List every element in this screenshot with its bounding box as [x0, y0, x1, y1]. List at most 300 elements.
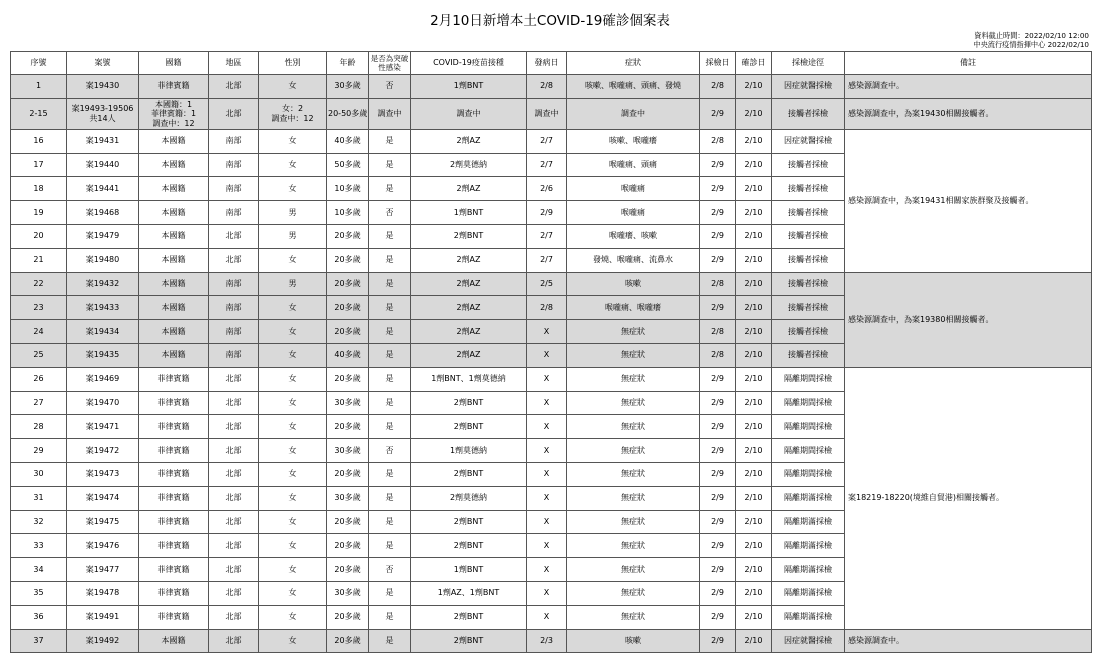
cell-age: 40多歲: [327, 343, 369, 367]
cell-region: 北部: [209, 415, 259, 439]
cell-vac: 2劑AZ: [411, 177, 527, 201]
cell-case: 案19478: [67, 581, 139, 605]
header-cell: 案號: [67, 52, 139, 75]
cell-sex: 女: [259, 439, 327, 463]
cell-nat: 菲律賓籍: [139, 581, 209, 605]
cell-test: 2/9: [700, 581, 736, 605]
cell-sex: [259, 98, 327, 129]
cell-sym: 無症狀: [567, 581, 700, 605]
cell-onset: X: [527, 367, 567, 391]
cell-test: 2/9: [700, 296, 736, 320]
cell-onset: 2/9: [527, 201, 567, 225]
cell-age: 20多歲: [327, 558, 369, 582]
cell-sym: 咳嗽: [567, 629, 700, 653]
cell-vac: 1劑BNT: [411, 75, 527, 99]
cell-sex: 女: [259, 343, 327, 367]
cell-conf: 2/10: [736, 320, 772, 344]
cell-onset: X: [527, 320, 567, 344]
cell-onset: 2/7: [527, 224, 567, 248]
cell-bt: 是: [369, 367, 411, 391]
cell-route: 隔離期間採檢: [772, 462, 845, 486]
cell-age: 40多歲: [327, 129, 369, 153]
cell-bt: 是: [369, 534, 411, 558]
cell-region: 北部: [209, 248, 259, 272]
cell-vac: 1劑BNT、1劑莫德納: [411, 367, 527, 391]
cell-nat: 菲律賓籍: [139, 415, 209, 439]
cell-no: 21: [11, 248, 67, 272]
cell-nat: 本國籍: [139, 129, 209, 153]
cell-vac: 2劑BNT: [411, 629, 527, 653]
cell-region: 北部: [209, 391, 259, 415]
cell-case: 案19431: [67, 129, 139, 153]
cell-sym: 無症狀: [567, 415, 700, 439]
header-cell: 地區: [209, 52, 259, 75]
cell-sex: 女: [259, 510, 327, 534]
cell-note: 感染源調查中。: [845, 629, 1092, 653]
cell-age: 20多歲: [327, 248, 369, 272]
cell-test: 2/8: [700, 129, 736, 153]
cell-conf: 2/10: [736, 534, 772, 558]
cell-nat: 本國籍: [139, 629, 209, 653]
cell-test: 2/9: [700, 462, 736, 486]
cell-onset: 2/5: [527, 272, 567, 296]
cell-conf: 2/10: [736, 201, 772, 225]
cell-onset: X: [527, 581, 567, 605]
cell-vac: 2劑AZ: [411, 320, 527, 344]
cell-case: 案19471: [67, 415, 139, 439]
cell-nat: 本國籍: [139, 224, 209, 248]
cell-sex: 男: [259, 201, 327, 225]
cell-vac: 2劑莫德納: [411, 153, 527, 177]
cell-no: 26: [11, 367, 67, 391]
cell-route: 因症就醫採檢: [772, 629, 845, 653]
cell-sex: 女: [259, 129, 327, 153]
cell-bt: 是: [369, 248, 411, 272]
cell-sym: 喉嚨癢、咳嗽: [567, 224, 700, 248]
cell-case: 案19475: [67, 510, 139, 534]
cell-bt: 調查中: [369, 98, 411, 129]
cell-test: 2/9: [700, 224, 736, 248]
cell-test: 2/9: [700, 248, 736, 272]
cell-no: 1: [11, 75, 67, 99]
cell-sym: 無症狀: [567, 462, 700, 486]
cell-bt: 是: [369, 415, 411, 439]
header-cell: 確診日: [736, 52, 772, 75]
cell-route: 接觸者採檢: [772, 296, 845, 320]
cell-vac: 調查中: [411, 98, 527, 129]
cell-age: 20多歲: [327, 320, 369, 344]
source-agency: 中央流行疫情指揮中心 2022/02/10: [973, 40, 1089, 49]
cell-line: 調查中：12: [271, 113, 314, 123]
cell-route: 隔離期滿採檢: [772, 534, 845, 558]
cell-bt: 是: [369, 177, 411, 201]
cell-age: 20多歲: [327, 534, 369, 558]
cell-nat: 本國籍: [139, 296, 209, 320]
cell-sex: 男: [259, 272, 327, 296]
cell-region: 南部: [209, 272, 259, 296]
cell-bt: 是: [369, 605, 411, 629]
cell-age: 20多歲: [327, 224, 369, 248]
cell-region: 南部: [209, 129, 259, 153]
header-cell: 採檢途徑: [772, 52, 845, 75]
cell-onset: X: [527, 391, 567, 415]
cell-sym: 無症狀: [567, 605, 700, 629]
cell-no: 18: [11, 177, 67, 201]
cell-note: 案18219-18220(境維自貿港)相關接觸者。: [845, 367, 1092, 629]
cell-sym: 無症狀: [567, 439, 700, 463]
cell-nat: 本國籍: [139, 248, 209, 272]
cell-sym: 咳嗽: [567, 272, 700, 296]
cell-nat: 菲律賓籍: [139, 605, 209, 629]
cell-region: 南部: [209, 177, 259, 201]
cell-bt: 是: [369, 510, 411, 534]
page-title: 2月10日新增本土COVID-19確診個案表: [430, 13, 670, 29]
cell-case: 案19441: [67, 177, 139, 201]
cell-sym: 咳嗽、喉嚨痛、頭痛、發燒: [567, 75, 700, 99]
report-meta: [973, 31, 1089, 49]
cell-age: 30多歲: [327, 75, 369, 99]
cell-case: 案19434: [67, 320, 139, 344]
cell-onset: X: [527, 462, 567, 486]
cell-no: 34: [11, 558, 67, 582]
cell-conf: 2/10: [736, 153, 772, 177]
cutoff-time: 資料截止時間：2022/02/10 12:00: [974, 31, 1089, 40]
cell-age: 20多歲: [327, 462, 369, 486]
cell-no: 33: [11, 534, 67, 558]
cell-bt: 否: [369, 558, 411, 582]
cell-sex: 男: [259, 224, 327, 248]
cell-age: 20多歲: [327, 367, 369, 391]
cell-conf: 2/10: [736, 98, 772, 129]
cell-sex: 女: [259, 415, 327, 439]
cell-route: 隔離期間採檢: [772, 415, 845, 439]
header-cell: COVID-19疫苗接種: [411, 52, 527, 75]
cell-sex: 女: [259, 605, 327, 629]
cell-no: 20: [11, 224, 67, 248]
cell-nat: 本國籍: [139, 177, 209, 201]
cell-age: 20多歲: [327, 605, 369, 629]
cell-vac: 1劑莫德納: [411, 439, 527, 463]
cell-sym: 無症狀: [567, 534, 700, 558]
cell-test: 2/9: [700, 177, 736, 201]
cell-line: 菲律賓籍：1: [150, 109, 197, 119]
cell-age: 10多歲: [327, 177, 369, 201]
case-table: [10, 51, 1092, 653]
cell-no: 25: [11, 343, 67, 367]
cell-test: 2/9: [700, 439, 736, 463]
cell-nat: 菲律賓籍: [139, 534, 209, 558]
cell-no: 16: [11, 129, 67, 153]
cell-sym: 無症狀: [567, 391, 700, 415]
cell-region: 北部: [209, 558, 259, 582]
cell-age: 30多歲: [327, 486, 369, 510]
cell-conf: 2/10: [736, 177, 772, 201]
cell-onset: X: [527, 343, 567, 367]
cell-vac: 2劑BNT: [411, 224, 527, 248]
cell-vac: 2劑AZ: [411, 272, 527, 296]
cell-vac: 2劑BNT: [411, 415, 527, 439]
cell-age: 50多歲: [327, 153, 369, 177]
cell-route: 接觸者採檢: [772, 98, 845, 129]
cell-region: 北部: [209, 534, 259, 558]
header-cell: 發病日: [527, 52, 567, 75]
cell-conf: 2/10: [736, 558, 772, 582]
cell-vac: 2劑AZ: [411, 343, 527, 367]
cell-case: 案19476: [67, 534, 139, 558]
cell-route: 隔離期間採檢: [772, 367, 845, 391]
cell-conf: 2/10: [736, 486, 772, 510]
cell-region: 北部: [209, 224, 259, 248]
cell-case: 案19435: [67, 343, 139, 367]
cell-bt: 是: [369, 391, 411, 415]
cell-conf: 2/10: [736, 224, 772, 248]
cell-no: 32: [11, 510, 67, 534]
cell-case: 案19492: [67, 629, 139, 653]
cell-route: 接觸者採檢: [772, 248, 845, 272]
cell-no: 27: [11, 391, 67, 415]
cell-route: 隔離期滿採檢: [772, 486, 845, 510]
cell-no: 23: [11, 296, 67, 320]
cell-age: 20多歲: [327, 415, 369, 439]
cell-bt: 是: [369, 129, 411, 153]
cell-test: 2/9: [700, 486, 736, 510]
cell-vac: 2劑BNT: [411, 462, 527, 486]
cell-test: 2/9: [700, 415, 736, 439]
cell-no: 30: [11, 462, 67, 486]
cell-region: 北部: [209, 75, 259, 99]
cell-sym: 發燒、喉嚨痛、流鼻水: [567, 248, 700, 272]
cell-note: 感染源調查中，為案19430相關接觸者。: [845, 98, 1092, 129]
cell-conf: 2/10: [736, 272, 772, 296]
cell-age: 20多歲: [327, 272, 369, 296]
cell-no: 29: [11, 439, 67, 463]
cell-bt: 是: [369, 486, 411, 510]
cell-sex: 女: [259, 534, 327, 558]
cell-no: 19: [11, 201, 67, 225]
cell-sex: 女: [259, 177, 327, 201]
cell-test: 2/9: [700, 98, 736, 129]
cell-no: 36: [11, 605, 67, 629]
cell-age: 30多歲: [327, 439, 369, 463]
cell-sex: 女: [259, 367, 327, 391]
cell-route: 接觸者採檢: [772, 153, 845, 177]
header-cell: 症狀: [567, 52, 700, 75]
cell-case: 案19440: [67, 153, 139, 177]
cell-case: 案19469: [67, 367, 139, 391]
cell-sex: 女: [259, 486, 327, 510]
cell-bt: 是: [369, 629, 411, 653]
cell-route: 接觸者採檢: [772, 343, 845, 367]
cell-no: 24: [11, 320, 67, 344]
cell-conf: 2/10: [736, 367, 772, 391]
cell-no: 17: [11, 153, 67, 177]
cell-region: 北部: [209, 98, 259, 129]
cell-bt: 是: [369, 581, 411, 605]
cell-sex: 女: [259, 153, 327, 177]
cell-age: 20多歲: [327, 296, 369, 320]
cell-conf: 2/10: [736, 343, 772, 367]
cell-bt: 否: [369, 75, 411, 99]
cell-region: 南部: [209, 343, 259, 367]
cell-test: 2/8: [700, 343, 736, 367]
cell-case: 案19480: [67, 248, 139, 272]
cell-test: 2/8: [700, 272, 736, 296]
cell-sex: 女: [259, 391, 327, 415]
cell-case: 案19470: [67, 391, 139, 415]
cell-sex: 女: [259, 581, 327, 605]
cell-nat: 菲律賓籍: [139, 462, 209, 486]
cell-route: 隔離期滿採檢: [772, 581, 845, 605]
cell-vac: 2劑AZ: [411, 129, 527, 153]
cell-onset: 2/3: [527, 629, 567, 653]
cell-no: 28: [11, 415, 67, 439]
cell-no: 37: [11, 629, 67, 653]
cell-conf: 2/10: [736, 296, 772, 320]
cell-region: 南部: [209, 201, 259, 225]
cell-test: 2/9: [700, 510, 736, 534]
cell-region: 南部: [209, 296, 259, 320]
cell-age: 10多歲: [327, 201, 369, 225]
cell-nat: 菲律賓籍: [139, 439, 209, 463]
cell-sex: 女: [259, 75, 327, 99]
cell-case: 案19468: [67, 201, 139, 225]
cell-line: 調查中：12: [152, 118, 195, 128]
cell-region: 北部: [209, 367, 259, 391]
cell-test: 2/8: [700, 320, 736, 344]
cell-sym: 無症狀: [567, 320, 700, 344]
cell-case: [67, 98, 139, 129]
cell-conf: 2/10: [736, 605, 772, 629]
cell-sym: 無症狀: [567, 558, 700, 582]
cell-sym: 無症狀: [567, 367, 700, 391]
cell-vac: 2劑BNT: [411, 534, 527, 558]
cell-line: 案19493-19506: [71, 104, 134, 114]
cell-bt: 是: [369, 153, 411, 177]
cell-nat: 菲律賓籍: [139, 558, 209, 582]
cell-route: 隔離期間採檢: [772, 391, 845, 415]
cell-region: 北部: [209, 486, 259, 510]
cell-nat: 菲律賓籍: [139, 367, 209, 391]
cell-sym: 喉嚨痛、喉嚨癢: [567, 296, 700, 320]
cell-route: 隔離期滿採檢: [772, 558, 845, 582]
cell-no: 35: [11, 581, 67, 605]
cell-conf: 2/10: [736, 439, 772, 463]
header-cell: 國籍: [139, 52, 209, 75]
cell-case: 案19433: [67, 296, 139, 320]
cell-age: 20多歲: [327, 629, 369, 653]
cell-no: 31: [11, 486, 67, 510]
cell-line: 共14人: [89, 113, 116, 123]
table-row: [11, 129, 1092, 153]
cell-sym: 咳嗽、喉嚨癢: [567, 129, 700, 153]
cell-case: 案19430: [67, 75, 139, 99]
cell-nat: 本國籍: [139, 272, 209, 296]
cell-route: 接觸者採檢: [772, 272, 845, 296]
cell-line: 女：2: [281, 104, 304, 114]
cell-nat: 本國籍: [139, 320, 209, 344]
header-cell: 採檢日: [700, 52, 736, 75]
cell-route: 隔離期滿採檢: [772, 605, 845, 629]
cell-sym: 無症狀: [567, 510, 700, 534]
cell-onset: X: [527, 534, 567, 558]
cell-sym: 喉嚨痛、頭痛: [567, 153, 700, 177]
cell-conf: 2/10: [736, 462, 772, 486]
cell-onset: 2/8: [527, 75, 567, 99]
cell-nat: 菲律賓籍: [139, 75, 209, 99]
cell-conf: 2/10: [736, 75, 772, 99]
cell-bt: 是: [369, 462, 411, 486]
cell-test: 2/9: [700, 153, 736, 177]
cell-sym: 調查中: [567, 98, 700, 129]
cell-nat: 本國籍: [139, 343, 209, 367]
cell-test: 2/9: [700, 558, 736, 582]
cell-region: 北部: [209, 462, 259, 486]
cell-conf: 2/10: [736, 629, 772, 653]
cell-age: 30多歲: [327, 581, 369, 605]
cell-case: 案19474: [67, 486, 139, 510]
cell-note: 感染源調查中。: [845, 75, 1092, 99]
cell-onset: X: [527, 415, 567, 439]
cell-bt: 是: [369, 343, 411, 367]
cell-test: 2/9: [700, 201, 736, 225]
cell-route: 接觸者採檢: [772, 224, 845, 248]
cell-route: 因症就醫採檢: [772, 129, 845, 153]
table-row: [11, 367, 1092, 391]
cell-sex: 女: [259, 248, 327, 272]
cell-bt: 是: [369, 272, 411, 296]
header-cell: 備註: [845, 52, 1092, 75]
cell-onset: X: [527, 439, 567, 463]
cell-conf: 2/10: [736, 391, 772, 415]
cell-case: 案19473: [67, 462, 139, 486]
cell-region: 北部: [209, 581, 259, 605]
cell-test: 2/9: [700, 367, 736, 391]
cell-test: 2/9: [700, 605, 736, 629]
cell-onset: 2/7: [527, 248, 567, 272]
cell-nat: 菲律賓籍: [139, 510, 209, 534]
cell-test: 2/9: [700, 391, 736, 415]
cell-onset: 2/7: [527, 153, 567, 177]
cell-vac: 2劑BNT: [411, 391, 527, 415]
cell-sex: 女: [259, 296, 327, 320]
cell-onset: X: [527, 510, 567, 534]
cell-region: 北部: [209, 439, 259, 463]
cell-vac: 1劑BNT: [411, 558, 527, 582]
cell-age: 20-50多歲: [327, 98, 369, 129]
cell-conf: 2/10: [736, 415, 772, 439]
cell-nat: 菲律賓籍: [139, 486, 209, 510]
table-row: [11, 98, 1092, 129]
cell-region: 南部: [209, 320, 259, 344]
cell-conf: 2/10: [736, 248, 772, 272]
cell-nat: 菲律賓籍: [139, 391, 209, 415]
cell-case: 案19477: [67, 558, 139, 582]
cell-sex: 女: [259, 462, 327, 486]
cell-onset: X: [527, 486, 567, 510]
table-row: [11, 75, 1092, 99]
cell-conf: 2/10: [736, 581, 772, 605]
cell-age: 20多歲: [327, 510, 369, 534]
table-row: [11, 272, 1092, 296]
cell-onset: X: [527, 605, 567, 629]
cell-bt: 是: [369, 296, 411, 320]
cell-vac: 2劑BNT: [411, 605, 527, 629]
cell-route: 因症就醫採檢: [772, 75, 845, 99]
cell-vac: 1劑AZ、1劑BNT: [411, 581, 527, 605]
cell-onset: X: [527, 558, 567, 582]
cell-nat: 本國籍: [139, 153, 209, 177]
table-row: [11, 629, 1092, 653]
